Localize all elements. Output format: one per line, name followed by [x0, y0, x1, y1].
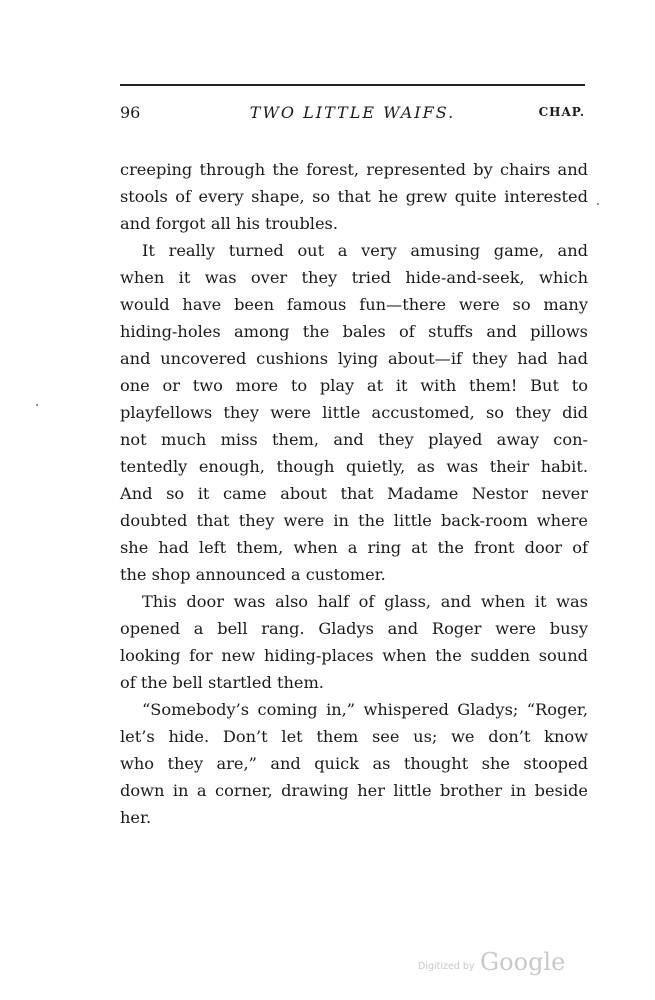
text-line: tentedly enough, though quietly, as was their habit. [120, 457, 588, 476]
google-logo: Google [480, 948, 566, 976]
text-line: and forgot all his troubles. [120, 214, 339, 233]
text-line: hiding-holes among the bales of stuffs and pillows [120, 322, 588, 341]
text-line: of the bell startled them. [120, 673, 324, 692]
text-line: her. [120, 808, 152, 827]
text-line: stools of every shape, so that he grew quite interested [120, 187, 588, 206]
text-line: when it was over they tried hide-and-seek, which [120, 268, 588, 287]
book-title: TWO LITTLE WAIFS. [249, 103, 456, 122]
text-line: down in a corner, drawing her little brother in beside [120, 781, 588, 800]
text-line: looking for new hiding-places when the sudden sound [120, 646, 588, 665]
text-line: the shop announced a customer. [120, 565, 386, 584]
text-line: It really turned out a very amusing game, and [142, 241, 588, 260]
text-line: playfellows they were little accustomed, so they did [120, 403, 588, 422]
text-line: And so it came about that Madame Nestor never [120, 484, 588, 503]
text-line: opened a bell rang. Gladys and Roger were busy [120, 619, 588, 638]
text-line: who they are,” and quick as thought she stooped [120, 754, 588, 773]
watermark-caption: Digitized by [418, 961, 475, 972]
text-line: let’s hide. Don’t let them see us; we don’t know [120, 727, 588, 746]
text-line: not much miss them, and they played away con- [120, 430, 588, 449]
body-text [120, 156, 588, 831]
header-rule [120, 84, 585, 86]
running-head [120, 103, 585, 127]
chapter-label: CHAP. [538, 105, 585, 119]
scan-speck [36, 404, 38, 406]
text-line: This door was also half of glass, and when it was [142, 592, 588, 611]
text-line: doubted that they were in the little back-room where [120, 511, 588, 530]
digitized-watermark [418, 948, 578, 978]
text-line: “Somebody’s coming in,” whispered Gladys; “Roger, [142, 700, 588, 719]
text-line: and uncovered cushions lying about—if they had had [120, 349, 588, 368]
text-line: would have been famous fun—there were so many [120, 295, 588, 314]
page-number: 96 [120, 103, 141, 122]
scan-speck [597, 203, 599, 205]
text-line: creeping through the forest, represented by chairs and [120, 160, 588, 179]
text-line: one or two more to play at it with them! But to [120, 376, 588, 395]
text-line: she had left them, when a ring at the front door of [120, 538, 588, 557]
